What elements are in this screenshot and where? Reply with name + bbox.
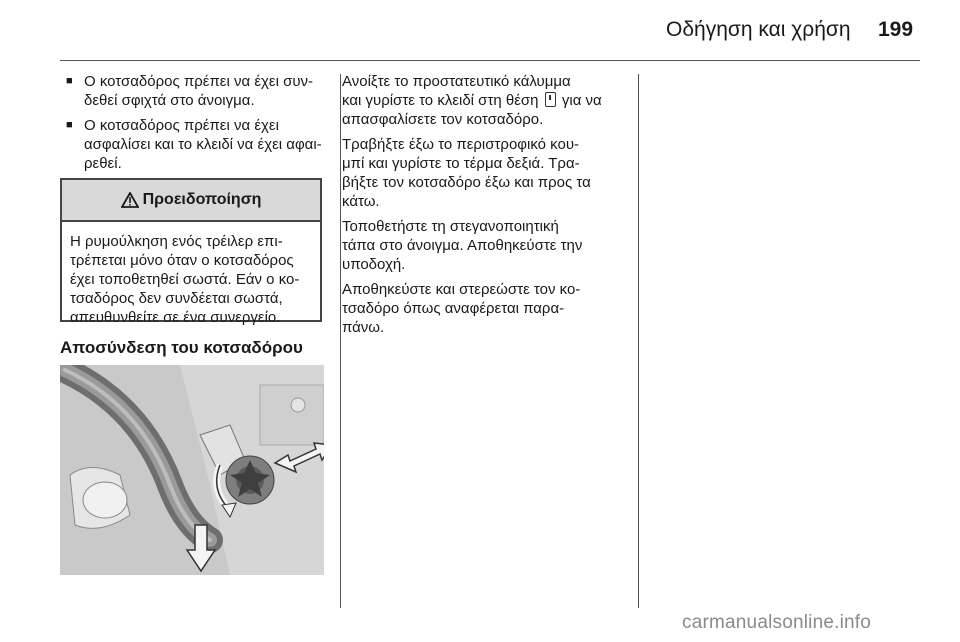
bullet-line: Ο κοτσαδόρος πρέπει να έχει [84, 117, 279, 134]
header-title: Οδήγηση και χρήση [666, 18, 851, 41]
bullet-line: Ο κοτσαδόρος πρέπει να έχει συν- [84, 73, 314, 90]
paragraph [342, 72, 626, 129]
column-divider-left [340, 74, 341, 608]
bullet-item [60, 72, 324, 110]
warning-line: έχει τοποθετηθεί σωστά. Εάν ο κο- [70, 271, 300, 288]
column-2 [342, 72, 626, 343]
paragraph-line: πάνω. [342, 319, 385, 336]
bullet-line: δεθεί σφιχτά στο άνοιγμα. [84, 92, 255, 109]
paragraph-line: τσαδόρο όπως αναφέρεται παρα- [342, 300, 565, 317]
page-number: 199 [878, 18, 914, 41]
paragraph-line: και γυρίστε το κλειδί στη θέση για να [342, 92, 602, 109]
paragraph [342, 217, 626, 274]
header-rule [60, 60, 920, 61]
warning-body [62, 222, 320, 337]
warning-line: τρέπεται μόνο όταν ο κοτσαδόρος [70, 252, 294, 269]
paragraph-line: τάπα στο άνοιγμα. Αποθηκεύστε την [342, 237, 583, 254]
paragraph-line: Ανοίξτε το προστατευτικό κάλυμμα [342, 73, 571, 90]
bullet-item [60, 116, 324, 173]
bullet-line: ασφαλίσει και το κλειδί να έχει αφαι- [84, 136, 322, 153]
warning-line: Η ρυμούλκηση ενός τρέιλερ επι- [70, 233, 283, 250]
paragraph-line: Αποθηκεύστε και στερεώστε τον κο- [342, 281, 581, 298]
paragraph-line: μπί και γυρίστε το τέρμα δεξιά. Τρα- [342, 155, 580, 172]
paragraph-line: Τραβήξτε έξω το περιστροφικό κου- [342, 136, 580, 153]
paragraph [342, 280, 626, 337]
square-bullet-icon: ■ [66, 75, 73, 87]
paragraph-line: κάτω. [342, 193, 380, 210]
paragraph-line: Τοποθετήστε τη στεγανοποιητική [342, 218, 559, 235]
key-unlock-icon [545, 92, 556, 107]
warning-line: απευθυνθείτε σε ένα συνεργείο. [70, 309, 281, 326]
warning-line: τσαδόρος δεν συνδέεται σωστά, [70, 290, 283, 307]
bullet-line: ρεθεί. [84, 155, 122, 172]
warning-triangle-icon [121, 192, 139, 208]
square-bullet-icon: ■ [66, 119, 73, 131]
towbar-drawing [60, 365, 324, 575]
paragraph-line: απασφαλίσετε τον κοτσαδόρο. [342, 111, 544, 128]
towbar-illustration [60, 365, 324, 575]
warning-box [60, 178, 322, 326]
watermark[interactable]: carmanualsonline.info [682, 612, 872, 633]
column-divider-right [638, 74, 639, 608]
paragraph-line: υποδοχή. [342, 256, 406, 273]
section-heading: Αποσύνδεση του κοτσαδόρου [60, 338, 303, 357]
column-1 [60, 72, 324, 179]
warning-header [62, 180, 320, 222]
warning-title: Προειδοποίηση [142, 191, 262, 208]
paragraph-line: βήξτε τον κοτσαδόρο έξω και προς τα [342, 174, 591, 191]
paragraph [342, 135, 626, 211]
